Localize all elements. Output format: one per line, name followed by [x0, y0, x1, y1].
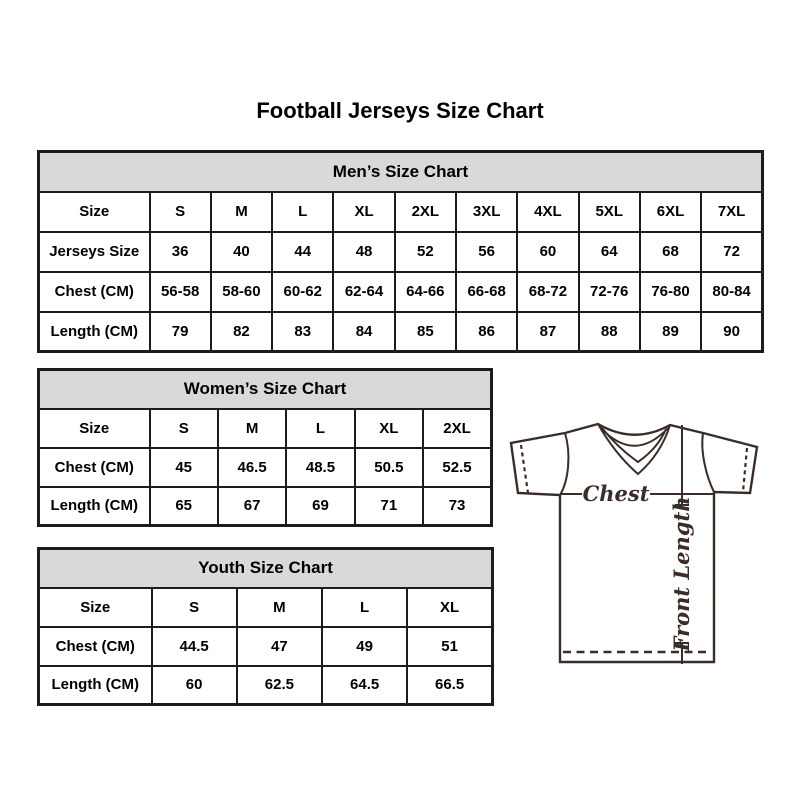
cell: 62-64: [333, 272, 394, 312]
cell: 60-62: [272, 272, 333, 312]
vneck-outer-line: [598, 424, 670, 474]
row-label: Chest (CM): [39, 627, 152, 666]
row-label: Chest (CM): [39, 272, 150, 312]
cell: 76-80: [640, 272, 701, 312]
cell: 45: [150, 448, 218, 487]
cell: XL: [355, 409, 423, 448]
cell: 64-66: [395, 272, 456, 312]
cell: 66.5: [407, 666, 492, 705]
right-armhole-seam: [702, 433, 714, 492]
cell: 36: [150, 232, 211, 272]
cell: 87: [517, 312, 578, 352]
cell: 69: [286, 487, 354, 526]
jersey-measurement-diagram: [503, 398, 773, 678]
cell: 47: [237, 627, 322, 666]
cell: 46.5: [218, 448, 286, 487]
cell: 89: [640, 312, 701, 352]
cell: 44: [272, 232, 333, 272]
cell: 52: [395, 232, 456, 272]
left-cuff-dashed-line: [521, 445, 528, 493]
cell: 60: [517, 232, 578, 272]
cell: S: [152, 588, 237, 627]
cell: 5XL: [579, 192, 640, 232]
table-header-row: [39, 152, 763, 192]
cell: 51: [407, 627, 492, 666]
cell: 68: [640, 232, 701, 272]
cell: 68-72: [517, 272, 578, 312]
table-row: [39, 588, 493, 627]
cell: 65: [150, 487, 218, 526]
cell: M: [218, 409, 286, 448]
cell: 48: [333, 232, 394, 272]
table-header-row: [39, 549, 493, 588]
right-cuff-dashed-line: [743, 448, 747, 492]
cell: L: [322, 588, 407, 627]
cell: XL: [407, 588, 492, 627]
cell: 3XL: [456, 192, 517, 232]
cell: 67: [218, 487, 286, 526]
table-title: Women’s Size Chart: [39, 370, 492, 409]
cell: 66-68: [456, 272, 517, 312]
row-label: Size: [39, 192, 150, 232]
cell: 71: [355, 487, 423, 526]
table-row: [39, 232, 763, 272]
cell: 60: [152, 666, 237, 705]
table-title: Men’s Size Chart: [39, 152, 763, 192]
row-label: Size: [39, 409, 150, 448]
cell: 49: [322, 627, 407, 666]
cell: 88: [579, 312, 640, 352]
cell: 72: [701, 232, 762, 272]
cell: M: [211, 192, 272, 232]
cell: 80-84: [701, 272, 762, 312]
row-label: Size: [39, 588, 152, 627]
cell: 64: [579, 232, 640, 272]
cell: L: [286, 409, 354, 448]
cell: 56-58: [150, 272, 211, 312]
cell: XL: [333, 192, 394, 232]
cell: 6XL: [640, 192, 701, 232]
table-row: [39, 627, 493, 666]
cell: 40: [211, 232, 272, 272]
table-row: [39, 272, 763, 312]
cell: 79: [150, 312, 211, 352]
table-row: [39, 192, 763, 232]
cell: L: [272, 192, 333, 232]
cell: 90: [701, 312, 762, 352]
row-label: Chest (CM): [39, 448, 150, 487]
page-title: Football Jerseys Size Chart: [256, 98, 544, 123]
cell: 44.5: [152, 627, 237, 666]
table-row: [39, 448, 492, 487]
cell: S: [150, 409, 218, 448]
row-label: Length (CM): [39, 312, 150, 352]
row-label: Jerseys Size: [39, 232, 150, 272]
row-label: Length (CM): [39, 666, 152, 705]
table-header-row: [39, 370, 492, 409]
table-title: Youth Size Chart: [39, 549, 493, 588]
cell: 56: [456, 232, 517, 272]
cell: 7XL: [701, 192, 762, 232]
cell: 62.5: [237, 666, 322, 705]
cell: 83: [272, 312, 333, 352]
front-length-label: Front Length: [669, 496, 694, 652]
cell: 82: [211, 312, 272, 352]
table-row: [39, 312, 763, 352]
left-armhole-seam: [560, 433, 568, 495]
cell: 64.5: [322, 666, 407, 705]
cell: M: [237, 588, 322, 627]
row-label: Length (CM): [39, 487, 150, 526]
table-row: [39, 409, 492, 448]
mens-size-chart-table: [37, 150, 764, 353]
cell: 48.5: [286, 448, 354, 487]
cell: 4XL: [517, 192, 578, 232]
cell: 50.5: [355, 448, 423, 487]
cell: 58-60: [211, 272, 272, 312]
cell: 86: [456, 312, 517, 352]
cell: 2XL: [395, 192, 456, 232]
womens-size-chart-table: [37, 368, 493, 527]
cell: 84: [333, 312, 394, 352]
table-row: [39, 666, 493, 705]
cell: 85: [395, 312, 456, 352]
cell: 2XL: [423, 409, 491, 448]
chest-label: Chest: [582, 481, 650, 506]
cell: 52.5: [423, 448, 491, 487]
cell: S: [150, 192, 211, 232]
youth-size-chart-table: [37, 547, 494, 706]
cell: 72-76: [579, 272, 640, 312]
table-row: [39, 487, 492, 526]
cell: 73: [423, 487, 491, 526]
